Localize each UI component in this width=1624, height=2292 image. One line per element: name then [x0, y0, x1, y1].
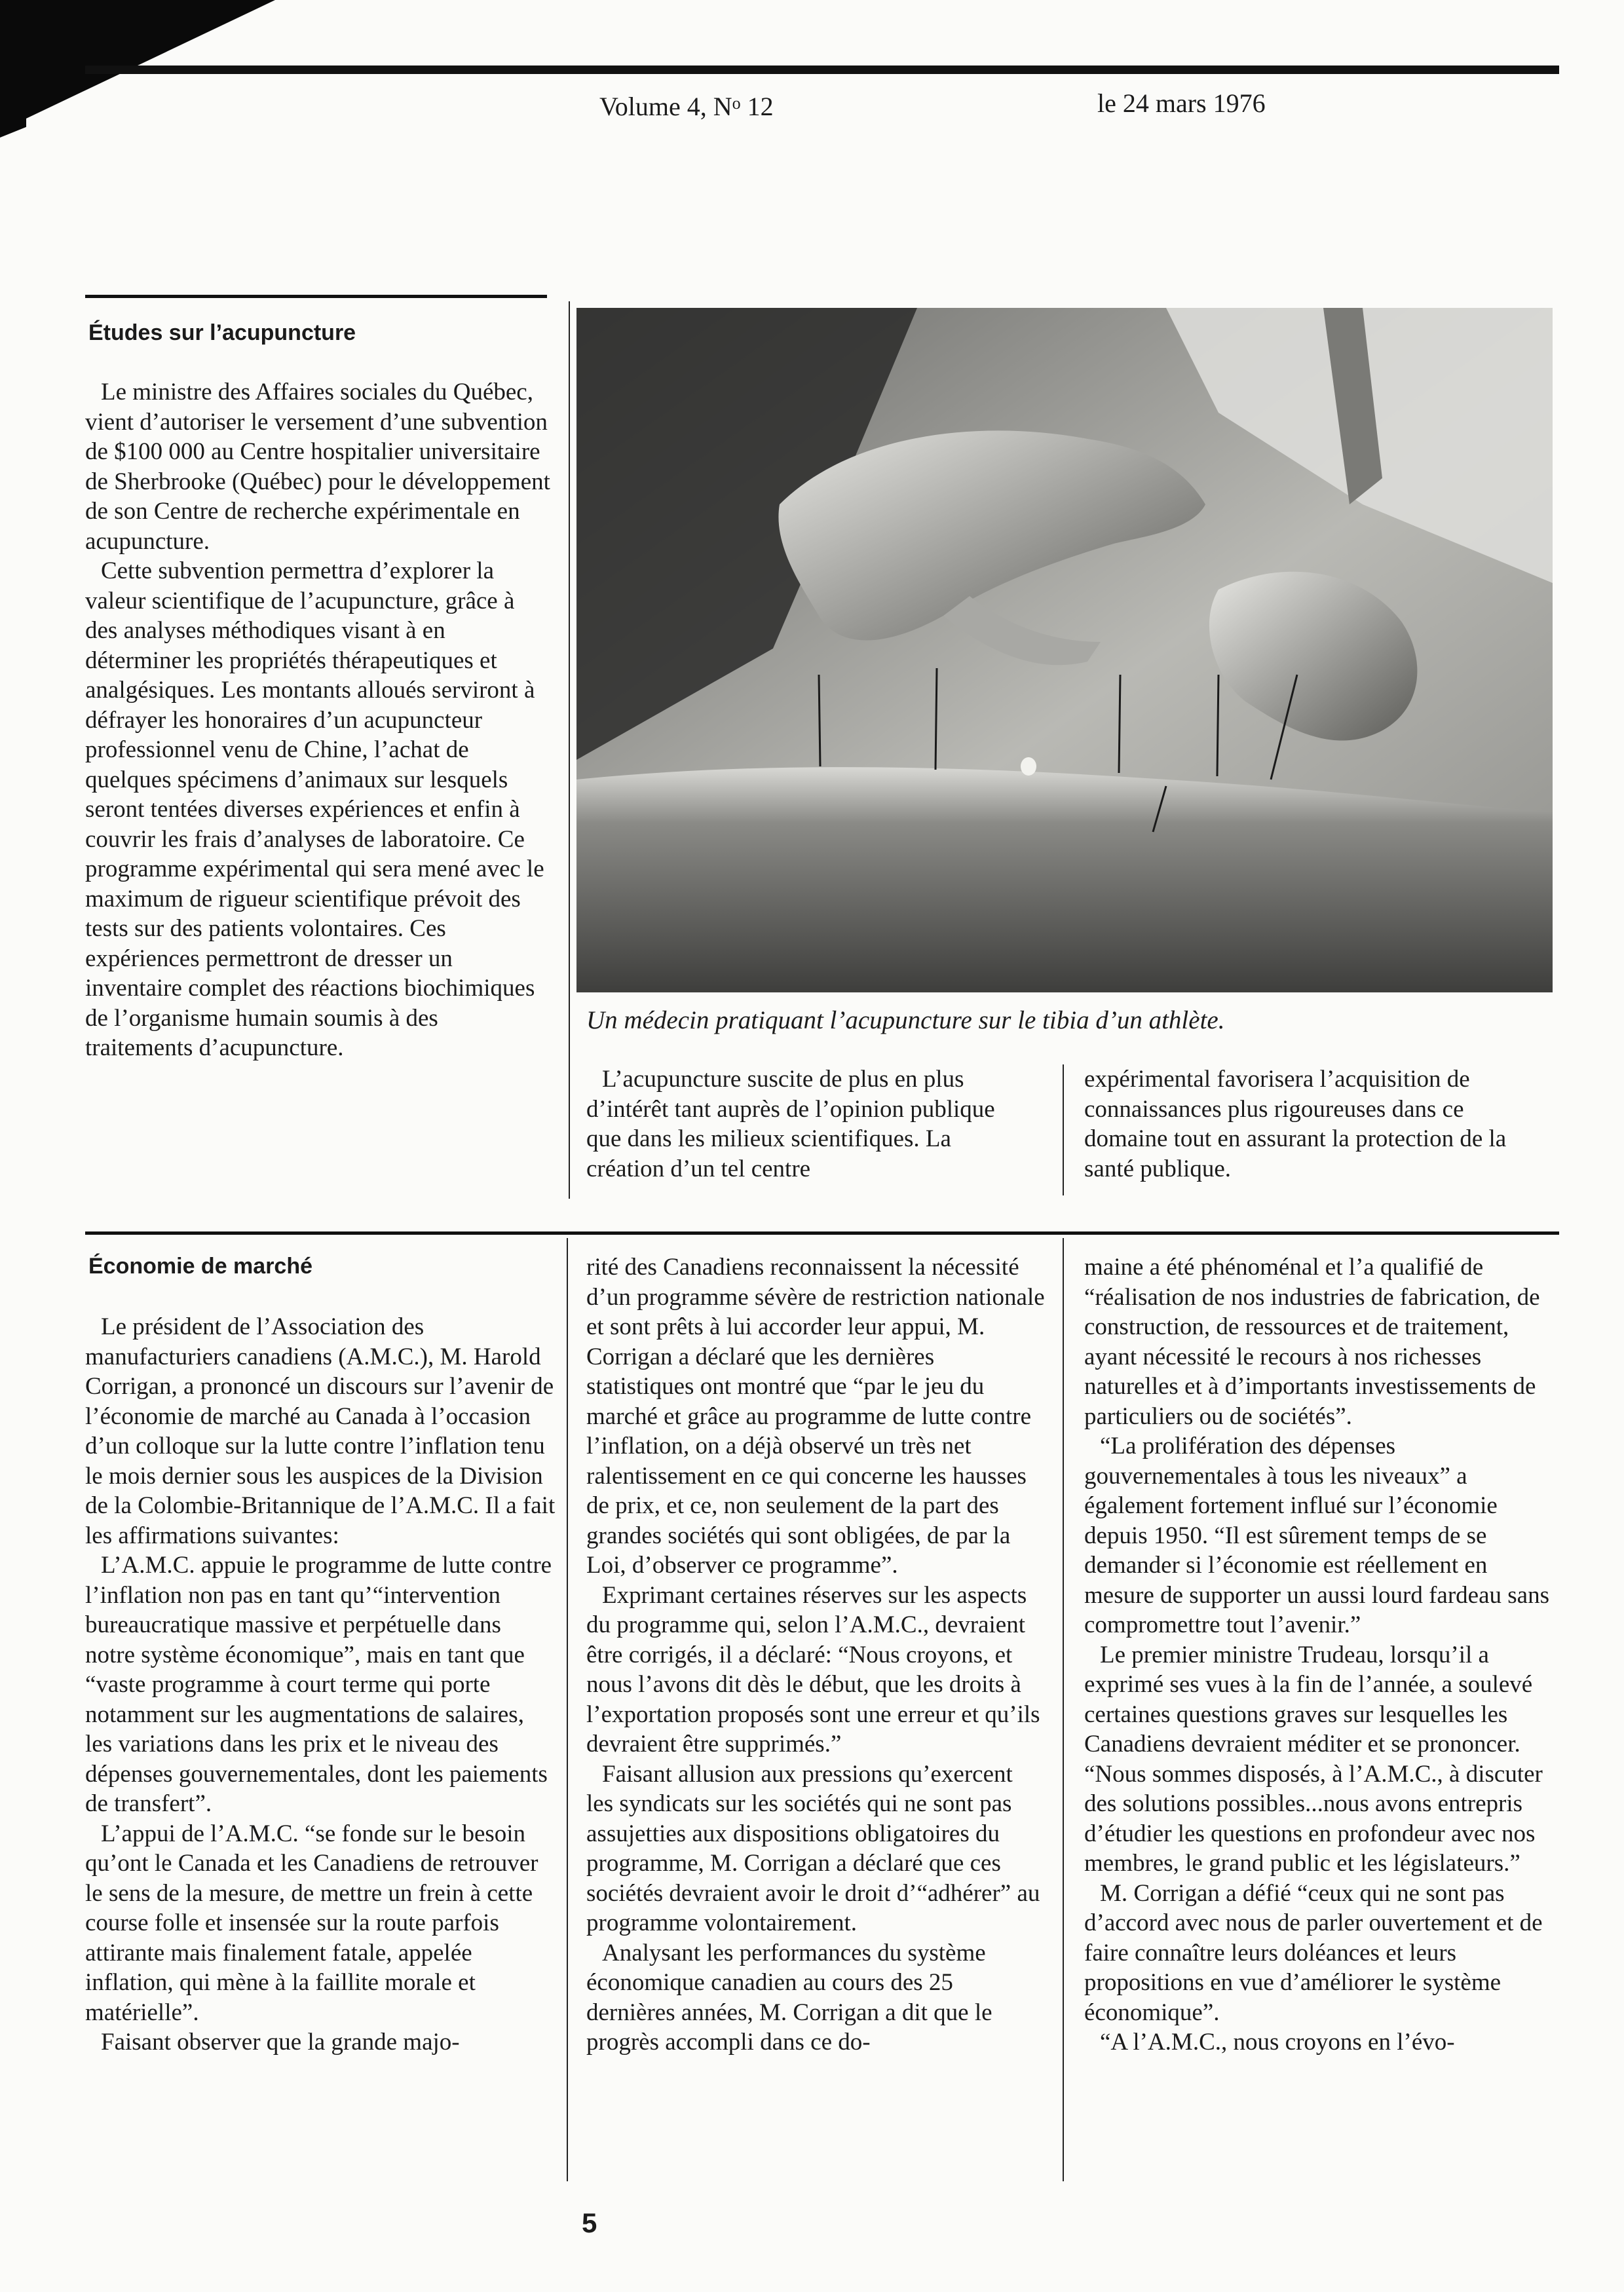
article-column [85, 1312, 557, 2057]
paragraph: Le ministre des Affaires sociales du Québec, vient d’autoriser le versement d’une subvention de $100 000 au Centre hospitalier universitaire de Sherbrooke (Québec) pour le développement de son Centre de recherche expérimentale en acupuncture. [85, 379, 550, 555]
article-title: Économie de marché [88, 1254, 313, 1279]
scan-corner-shadow-edge [0, 0, 26, 138]
paragraph: maine a été phénoménal et l’a qualifié de “réalisation de nos industries de fabrication, de construction, de ressources et de traitement, ayant nécessité le recours à nos richesses naturelles et à d’importants investissements de particuliers ou de sociétés”. [1084, 1254, 1540, 1430]
paragraph: “A l’A.M.C., nous croyons en l’évo- [1100, 2029, 1455, 2056]
article-rule [85, 295, 547, 298]
paragraph: Le premier ministre Trudeau, lorsqu’il a exprimé ses vues à la fin de l’année, a soulevé certaines questions graves sur lesquelles les Canadiens devraient méditer et se prononcer. “Nous sommes disposés, à l’A.M.C., à discuter des solutions possibles...nous avons entrepris d’étudier les questions en profondeur avec nos membres, le grand public et les législateurs.” [1084, 1641, 1543, 1877]
column-divider [1063, 1064, 1064, 1195]
article-rule [85, 1231, 1559, 1235]
paragraph: Faisant allusion aux pressions qu’exercent les syndicats sur les sociétés qui ne sont pas assujetties aux dispositions obligatoires du programme, M. Corrigan a déclaré que ces sociétés devraient avoir le droit d’“adhérer” au programme volontairement. [586, 1760, 1040, 1936]
column-divider [1063, 1238, 1064, 2181]
article-continuation [1084, 1064, 1543, 1184]
acupuncture-photo [576, 308, 1553, 992]
header-rule [85, 66, 1559, 74]
column-divider [569, 301, 570, 1199]
paragraph: Faisant observer que la grande majo- [101, 2029, 460, 2056]
article-column [586, 1252, 1045, 2057]
paragraph: Analysant les performances du système économique canadien au cours des 25 dernières années, M. Corrigan a dit que le progrès accompli dans ce do- [586, 1939, 992, 2056]
paragraph: Cette subvention permettra d’explorer la valeur scientifique de l’acupuncture, grâce à des analyses méthodiques visant à en déterminer les propriétés thérapeutiques et analgésiques. Les montants alloués serviront à défrayer les honoraires d’un acupuncteur professionnel venu de Chine, l’achat de quelques spécimens d’animaux sur lesquels seront tentées diverses expériences et enfin à couvrir les frais d’analyses de laboratoire. Ce programme expérimental qui sera mené avec le maximum de rigueur scientifique prévoit des tests sur des patients volontaires. Ces expériences permettront de dresser un inventaire complet des réactions biochimiques de l’organisme humain soumis à des traitements d’acupuncture. [85, 557, 544, 1061]
paragraph: expérimental favorisera l’acquisition de connaissances plus rigoureuses dans ce domaine tout en assurant la protection de la santé publique. [1084, 1066, 1507, 1182]
paragraph: L’appui de l’A.M.C. “se fonde sur le besoin qu’ont le Canada et les Canadiens de retrouver le sens de la mesure, de mettre un frein à cette course folle et insensée sur la route parfois attirante mais finalement fatale, appelée inflation, qui mène à la faillite morale et matérielle”. [85, 1820, 538, 2026]
article-column [1084, 1252, 1549, 2057]
article-column [85, 377, 550, 1063]
paragraph: Le président de l’Association des manufacturiers canadiens (A.M.C.), M. Harold Corrigan, a prononcé un discours sur l’avenir de l’économie de marché au Canada à l’occasion d’un colloque sur la lutte contre l’inflation tenu le mois dernier sous les auspices de la Division de la Colombie-Britannique de l’A.M.C. Il a fait les affirmations suivantes: [85, 1313, 556, 1549]
volume-number: Volume 4, $N^o$ 12 [599, 92, 774, 121]
paragraph: Exprimant certaines réserves sur les aspects du programme qui, selon l’A.M.C., devraient être corrigés, il a déclaré: “Nous croyons, et nous l’avons dit dès le début, que les droits à l’exportation proposés sont une erreur et qu’ils devraient être supprimés.” [586, 1581, 1040, 1757]
paragraph: L’acupuncture suscite de plus en plus d’intérêt tant auprès de l’opinion publique que dans les milieux scientifiques. La création d’un tel centre [586, 1066, 995, 1182]
paragraph: M. Corrigan a défié “ceux qui ne sont pas d’accord avec nous de parler ouvertement et de faire connaître leurs doléances et leurs propositions en vue d’améliorer le système économique”. [1084, 1879, 1543, 2026]
paragraph: rité des Canadiens reconnaissent la nécessité d’un programme sévère de restriction nationale et sont prêts à lui accorder leur appui, M. Corrigan a déclaré que les dernières statistiques ont montré que “par le jeu du marché et grâce au programme de lutte contre l’inflation, on a déjà observé un très net ralentissement en ce qui concerne les hausses de prix, et ce, non seulement de la part des grandes sociétés qui sont obligées, de par la Loi, d’observer ce programme”. [586, 1254, 1045, 1579]
issue-date: le 24 mars 1976 [1097, 88, 1266, 118]
photo-caption: Un médecin pratiquant l’acupuncture sur le tibia d’un athlète. [586, 1006, 1225, 1034]
article-title: Études sur l’acupuncture [88, 320, 356, 345]
article-continuation [586, 1064, 1032, 1184]
column-divider [567, 1238, 568, 2181]
page-number: 5 [582, 2207, 597, 2238]
paragraph: L’A.M.C. appuie le programme de lutte contre l’inflation non pas en tant qu’“intervention bureaucratique massive et perpétuelle dans notre système économique”, mais en tant que “vaste programme à court terme qui porte notamment sur les augmentations de salaires, les variations dans les prix et le niveau des dépenses gouvernementales, dont les paiements de transfert”. [85, 1552, 552, 1817]
paragraph: “La prolifération des dépenses gouvernementales à tous les niveaux” a également fortement influé sur l’économie depuis 1950. “Il est sûrement temps de se demander si l’économie est réellement en mesure de supporter un aussi lourd fardeau sans compromettre tout l’avenir.” [1084, 1433, 1549, 1638]
